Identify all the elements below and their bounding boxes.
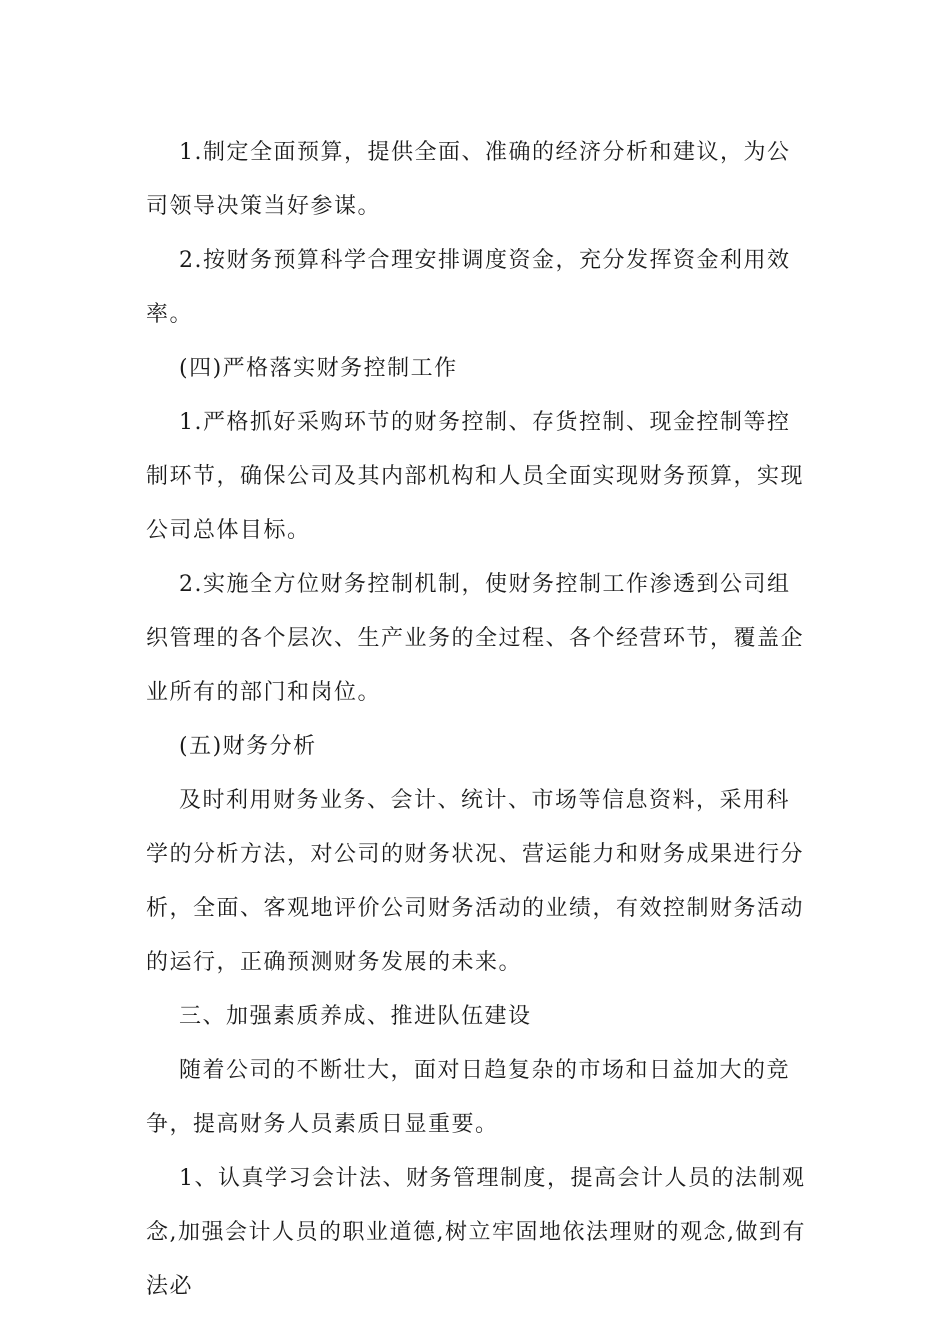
paragraph-control-item-1: 1.严格抓好采购环节的财务控制、存货控制、现金控制等控制环节，确保公司及其内部机构和人员全面实现财务预算，实现公司总体目标。 [146, 410, 805, 543]
paragraph-team-intro: 随着公司的不断壮大，面对日趋复杂的市场和日益加大的竞争，提高财务人员素质日显重要。 [146, 1058, 791, 1137]
paragraph-budget-item-2: 2.按财务预算科学合理安排调度资金，充分发挥资金利用效率。 [146, 248, 791, 327]
section-heading-5: (五)财务分析 [179, 734, 317, 759]
paragraph-control-item-2: 2.实施全方位财务控制机制，使财务控制工作渗透到公司组织管理的各个层次、生产业务的全过程、各个经营环节，覆盖企业所有的部门和岗位。 [146, 572, 805, 705]
section-heading-3: 三、加强素质养成、推进队伍建设 [179, 1004, 532, 1029]
paragraph-team-item-1: 1、认真学习会计法、财务管理制度，提高会计人员的法制观念,加强会计人员的职业道德,树立牢固地依法理财的观念,做到有法必 [146, 1166, 806, 1299]
paragraph-financial-analysis: 及时利用财务业务、会计、统计、市场等信息资料，采用科学的分析方法，对公司的财务状况、营运能力和财务成果进行分析，全面、客观地评价公司财务活动的业绩，有效控制财务活动的运行，正确预测财务发展的未来。 [146, 788, 805, 975]
section-heading-4: (四)严格落实财务控制工作 [179, 356, 458, 381]
document-page [146, 126, 806, 1314]
paragraph-budget-item-1: 1.制定全面预算，提供全面、准确的经济分析和建议，为公司领导决策当好参谋。 [146, 140, 791, 219]
